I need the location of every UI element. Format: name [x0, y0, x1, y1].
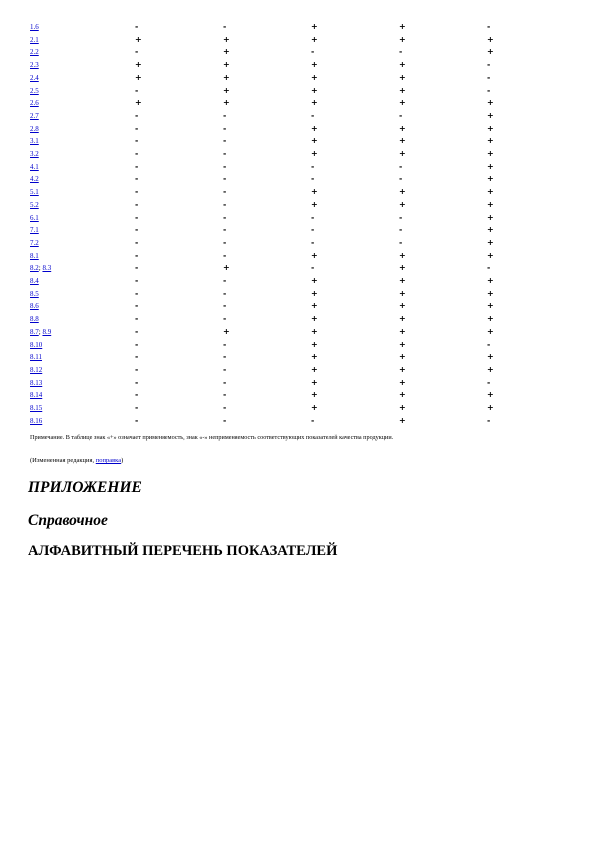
- applicability-mark: +: [223, 47, 230, 57]
- clause-separator: ;: [38, 264, 43, 273]
- applicability-mark: +: [311, 390, 318, 400]
- applicability-mark: +: [399, 263, 406, 273]
- clause-cell: [30, 46, 135, 59]
- edition-suffix: ): [121, 457, 124, 464]
- applicability-mark: +: [311, 403, 318, 413]
- applicability-mark: +: [487, 364, 494, 374]
- table-row: [30, 199, 527, 212]
- clause-link[interactable]: 8.16: [30, 416, 43, 425]
- applicability-mark: -: [135, 377, 139, 387]
- applicability-mark: +: [399, 85, 406, 95]
- applicability-mark: -: [135, 352, 139, 362]
- applicability-mark: -: [135, 250, 139, 260]
- clause-link[interactable]: 8.11: [30, 353, 42, 362]
- table-row: [30, 262, 527, 275]
- applicability-mark: +: [487, 225, 494, 235]
- applicability-mark: -: [223, 352, 227, 362]
- table-row: [30, 339, 527, 352]
- applicability-mark: -: [135, 110, 139, 120]
- applicability-mark: +: [487, 212, 494, 222]
- applicability-mark: +: [223, 263, 230, 273]
- applicability-mark: +: [487, 237, 494, 247]
- table-row: [30, 97, 527, 110]
- applicability-mark: -: [487, 377, 491, 387]
- applicability-mark: +: [399, 149, 406, 159]
- applicability-mark: +: [135, 98, 142, 108]
- applicability-mark: +: [311, 288, 318, 298]
- applicability-mark: -: [223, 390, 227, 400]
- applicability-mark: +: [487, 187, 494, 197]
- applicability-mark: -: [135, 339, 139, 349]
- applicability-mark: -: [399, 47, 403, 57]
- applicability-mark: +: [311, 364, 318, 374]
- applicability-mark: -: [135, 326, 139, 336]
- applicability-mark: +: [487, 161, 494, 171]
- applicability-mark: -: [311, 161, 315, 171]
- applicability-mark: +: [223, 98, 230, 108]
- applicability-mark: -: [223, 314, 227, 324]
- applicability-mark: -: [399, 212, 403, 222]
- applicability-mark: +: [311, 72, 318, 82]
- table-row: [30, 59, 527, 72]
- clause-cell: [30, 389, 135, 402]
- applicability-mark: +: [311, 22, 318, 31]
- clause-cell: [30, 250, 135, 263]
- clause-link[interactable]: 2.2: [30, 48, 39, 57]
- clause-cell: [30, 72, 135, 85]
- applicability-mark: -: [223, 288, 227, 298]
- clause-link[interactable]: 8.10: [30, 340, 43, 349]
- clause-separator: ;: [38, 327, 43, 336]
- applicability-mark: -: [135, 415, 139, 425]
- applicability-mark: +: [399, 123, 406, 133]
- applicability-mark: +: [399, 314, 406, 324]
- applicability-mark: +: [311, 123, 318, 133]
- table-row: [30, 161, 527, 174]
- clause-cell: [30, 288, 135, 301]
- table-row: [30, 377, 527, 390]
- clause-cell: [30, 59, 135, 72]
- applicability-mark: -: [135, 187, 139, 197]
- applicability-mark: +: [487, 199, 494, 209]
- clause-link[interactable]: 8.3: [42, 264, 52, 273]
- clause-link[interactable]: 8.13: [30, 378, 43, 387]
- clause-link[interactable]: 7.2: [30, 238, 39, 247]
- applicability-mark: +: [399, 199, 406, 209]
- applicability-mark: +: [399, 22, 406, 31]
- clause-cell: [30, 275, 135, 288]
- applicability-mark: +: [311, 352, 318, 362]
- appendix-subtitle: Справочное: [28, 512, 108, 529]
- amendment-link[interactable]: поправка: [95, 457, 122, 464]
- clause-cell: [30, 21, 135, 34]
- clause-link[interactable]: 2.5: [30, 86, 39, 95]
- applicability-mark: -: [223, 403, 227, 413]
- applicability-mark: +: [399, 390, 406, 400]
- applicability-mark: -: [399, 110, 403, 120]
- clause-link[interactable]: 8.1: [30, 251, 39, 260]
- clause-cell: [30, 262, 135, 275]
- clause-link[interactable]: 8.5: [30, 289, 39, 298]
- applicability-mark: +: [487, 47, 494, 57]
- clause-cell: [30, 377, 135, 390]
- table-row: [30, 186, 527, 199]
- applicability-mark: +: [135, 34, 142, 44]
- applicability-mark: -: [223, 212, 227, 222]
- applicability-mark: -: [311, 415, 315, 425]
- table-row: [30, 364, 527, 377]
- applicability-mark: +: [311, 377, 318, 387]
- clause-link[interactable]: 8.4: [30, 277, 39, 286]
- applicability-mark: -: [135, 301, 139, 311]
- applicability-mark: -: [311, 225, 315, 235]
- applicability-mark: -: [487, 72, 491, 82]
- clause-cell: [30, 351, 135, 364]
- applicability-mark: +: [487, 326, 494, 336]
- applicability-mark: -: [223, 174, 227, 184]
- applicability-mark: +: [399, 98, 406, 108]
- applicability-mark: -: [135, 390, 139, 400]
- table-row: [30, 351, 527, 364]
- table-note: Примечание. В таблице знак «+» означает применяемость, знак «-» неприменяемость соответствующих показателей качества продукции.: [30, 434, 394, 441]
- applicability-mark: +: [487, 110, 494, 120]
- clause-link[interactable]: 8.14: [30, 391, 43, 400]
- clause-cell: [30, 326, 135, 339]
- applicability-mark: -: [399, 174, 403, 184]
- appendix-title: ПРИЛОЖЕНИЕ: [28, 479, 142, 496]
- applicability-mark: -: [223, 187, 227, 197]
- applicability-mark: +: [311, 187, 318, 197]
- applicability-mark: +: [311, 314, 318, 324]
- applicability-mark: -: [223, 301, 227, 311]
- clause-cell: [30, 123, 135, 136]
- applicability-mark: +: [399, 403, 406, 413]
- table-row: [30, 288, 527, 301]
- clause-link[interactable]: 2.7: [30, 111, 39, 120]
- applicability-mark: -: [487, 263, 491, 273]
- applicability-mark: +: [399, 34, 406, 44]
- applicability-mark: +: [487, 98, 494, 108]
- table-row: [30, 148, 527, 161]
- applicability-mark: +: [487, 390, 494, 400]
- applicability-mark: +: [311, 149, 318, 159]
- table-row: [30, 237, 527, 250]
- clause-link[interactable]: 5.2: [30, 200, 39, 209]
- table-row: [30, 135, 527, 148]
- clause-link[interactable]: 3.1: [30, 137, 39, 146]
- table-row: [30, 300, 527, 313]
- applicability-mark: +: [399, 377, 406, 387]
- clause-link[interactable]: 5.1: [30, 188, 39, 197]
- applicability-mark: +: [135, 72, 142, 82]
- clause-cell: [30, 135, 135, 148]
- applicability-mark: +: [399, 136, 406, 146]
- edition-prefix: (Измененная редакция,: [30, 457, 96, 464]
- clause-cell: [30, 300, 135, 313]
- applicability-mark: +: [311, 276, 318, 286]
- applicability-mark: +: [311, 326, 318, 336]
- clause-cell: [30, 212, 135, 225]
- alphabetical-list-title: АЛФАВИТНЫЙ ПЕРЕЧЕНЬ ПОКАЗАТЕЛЕЙ: [28, 543, 338, 559]
- applicability-mark: -: [223, 199, 227, 209]
- table-row: [30, 110, 527, 123]
- applicability-mark: -: [135, 161, 139, 171]
- clause-cell: [30, 224, 135, 237]
- applicability-mark: -: [135, 403, 139, 413]
- applicability-mark: +: [311, 199, 318, 209]
- applicability-mark: +: [487, 301, 494, 311]
- applicability-mark: +: [223, 85, 230, 95]
- clause-link[interactable]: 8.12: [30, 365, 43, 374]
- table-row: [30, 173, 527, 186]
- applicability-mark: +: [487, 250, 494, 260]
- applicability-mark: +: [487, 149, 494, 159]
- applicability-mark: -: [223, 22, 227, 31]
- applicability-mark: -: [399, 161, 403, 171]
- applicability-mark: +: [487, 123, 494, 133]
- applicability-mark: -: [223, 364, 227, 374]
- applicability-mark: -: [135, 314, 139, 324]
- applicability-mark: -: [223, 237, 227, 247]
- clause-cell: [30, 97, 135, 110]
- applicability-table: [30, 21, 527, 428]
- applicability-mark: -: [135, 22, 139, 31]
- applicability-mark: -: [135, 263, 139, 273]
- clause-link[interactable]: 8.7: [30, 327, 39, 336]
- applicability-mark: -: [487, 85, 491, 95]
- applicability-mark: +: [311, 136, 318, 146]
- applicability-mark: -: [311, 174, 315, 184]
- table-row: [30, 250, 527, 263]
- applicability-mark: +: [399, 276, 406, 286]
- applicability-mark: +: [311, 60, 318, 70]
- applicability-mark: +: [487, 34, 494, 44]
- applicability-mark: +: [487, 276, 494, 286]
- clause-cell: [30, 237, 135, 250]
- clause-link[interactable]: 8.15: [30, 404, 43, 413]
- applicability-mark: -: [135, 149, 139, 159]
- clause-cell: [30, 339, 135, 352]
- applicability-mark: -: [223, 149, 227, 159]
- applicability-mark: -: [487, 415, 491, 425]
- applicability-mark: -: [223, 225, 227, 235]
- edition-note: [30, 457, 123, 464]
- table-row: [30, 46, 527, 59]
- applicability-mark: +: [311, 301, 318, 311]
- applicability-mark: -: [135, 85, 139, 95]
- clause-link[interactable]: 6.1: [30, 213, 39, 222]
- clause-link[interactable]: 7.1: [30, 226, 39, 235]
- table-row: [30, 402, 527, 415]
- applicability-mark: +: [399, 250, 406, 260]
- applicability-mark: +: [311, 339, 318, 349]
- table-row: [30, 224, 527, 237]
- applicability-mark: -: [223, 136, 227, 146]
- applicability-mark: +: [311, 34, 318, 44]
- applicability-mark: +: [399, 364, 406, 374]
- applicability-mark: -: [223, 276, 227, 286]
- clause-cell: [30, 186, 135, 199]
- applicability-mark: -: [487, 339, 491, 349]
- applicability-mark: -: [311, 110, 315, 120]
- applicability-mark: +: [399, 301, 406, 311]
- applicability-mark: +: [399, 187, 406, 197]
- clause-cell: [30, 199, 135, 212]
- applicability-mark: +: [223, 72, 230, 82]
- applicability-mark: -: [311, 212, 315, 222]
- applicability-mark: -: [223, 250, 227, 260]
- clause-link[interactable]: 2.1: [30, 35, 39, 44]
- applicability-mark: +: [311, 250, 318, 260]
- applicability-mark: +: [399, 415, 406, 425]
- applicability-mark: -: [223, 377, 227, 387]
- applicability-mark: -: [135, 364, 139, 374]
- table-row: [30, 123, 527, 136]
- applicability-mark: +: [399, 72, 406, 82]
- applicability-mark: -: [135, 276, 139, 286]
- applicability-mark: -: [487, 60, 491, 70]
- applicability-mark: -: [135, 288, 139, 298]
- clause-cell: [30, 148, 135, 161]
- applicability-table-body: [30, 21, 527, 428]
- table-row: [30, 313, 527, 326]
- table-row: [30, 212, 527, 225]
- table-row: [30, 85, 527, 98]
- applicability-mark: -: [487, 22, 491, 31]
- applicability-mark: -: [311, 237, 315, 247]
- table-row: [30, 72, 527, 85]
- table-row: [30, 389, 527, 402]
- applicability-mark: +: [399, 288, 406, 298]
- clause-link[interactable]: 8.9: [42, 327, 52, 336]
- applicability-mark: -: [135, 199, 139, 209]
- clause-cell: [30, 85, 135, 98]
- clause-cell: [30, 415, 135, 428]
- table-row: [30, 415, 527, 428]
- applicability-mark: +: [223, 326, 230, 336]
- clause-link[interactable]: 8.8: [30, 315, 39, 324]
- clause-link[interactable]: 8.2: [30, 264, 39, 273]
- applicability-mark: -: [223, 123, 227, 133]
- applicability-mark: -: [399, 225, 403, 235]
- clause-link[interactable]: 3.2: [30, 150, 39, 159]
- applicability-mark: -: [135, 123, 139, 133]
- applicability-mark: +: [487, 314, 494, 324]
- applicability-mark: -: [311, 263, 315, 273]
- applicability-mark: +: [399, 326, 406, 336]
- applicability-mark: +: [487, 174, 494, 184]
- clause-link[interactable]: 2.3: [30, 61, 39, 70]
- applicability-mark: -: [223, 415, 227, 425]
- applicability-mark: -: [135, 225, 139, 235]
- clause-cell: [30, 161, 135, 174]
- clause-cell: [30, 173, 135, 186]
- applicability-mark: +: [311, 98, 318, 108]
- clause-link[interactable]: 4.2: [30, 175, 39, 184]
- applicability-mark: +: [223, 34, 230, 44]
- applicability-mark: -: [223, 339, 227, 349]
- clause-cell: [30, 313, 135, 326]
- applicability-mark: -: [223, 161, 227, 171]
- applicability-mark: +: [399, 60, 406, 70]
- clause-cell: [30, 34, 135, 47]
- applicability-mark: +: [135, 60, 142, 70]
- clause-cell: [30, 110, 135, 123]
- applicability-mark: +: [399, 352, 406, 362]
- clause-cell: [30, 402, 135, 415]
- table-row: [30, 21, 527, 34]
- applicability-mark: -: [223, 110, 227, 120]
- clause-link[interactable]: 2.6: [30, 99, 39, 108]
- applicability-mark: -: [311, 47, 315, 57]
- applicability-mark: +: [487, 136, 494, 146]
- applicability-mark: -: [399, 237, 403, 247]
- applicability-mark: +: [487, 288, 494, 298]
- applicability-mark: -: [135, 47, 139, 57]
- table-row: [30, 34, 527, 47]
- applicability-mark: +: [399, 339, 406, 349]
- applicability-mark: -: [135, 174, 139, 184]
- clause-link[interactable]: 1.6: [30, 23, 39, 31]
- applicability-mark: +: [311, 85, 318, 95]
- applicability-mark: -: [135, 212, 139, 222]
- applicability-mark: +: [223, 60, 230, 70]
- table-row: [30, 275, 527, 288]
- clause-link[interactable]: 2.4: [30, 73, 39, 82]
- applicability-mark: -: [135, 136, 139, 146]
- clause-link[interactable]: 4.1: [30, 162, 39, 171]
- clause-link[interactable]: 8.6: [30, 302, 39, 311]
- applicability-mark: +: [487, 352, 494, 362]
- table-row: [30, 326, 527, 339]
- clause-cell: [30, 364, 135, 377]
- applicability-mark: +: [487, 403, 494, 413]
- applicability-mark: -: [135, 237, 139, 247]
- clause-link[interactable]: 2.8: [30, 124, 39, 133]
